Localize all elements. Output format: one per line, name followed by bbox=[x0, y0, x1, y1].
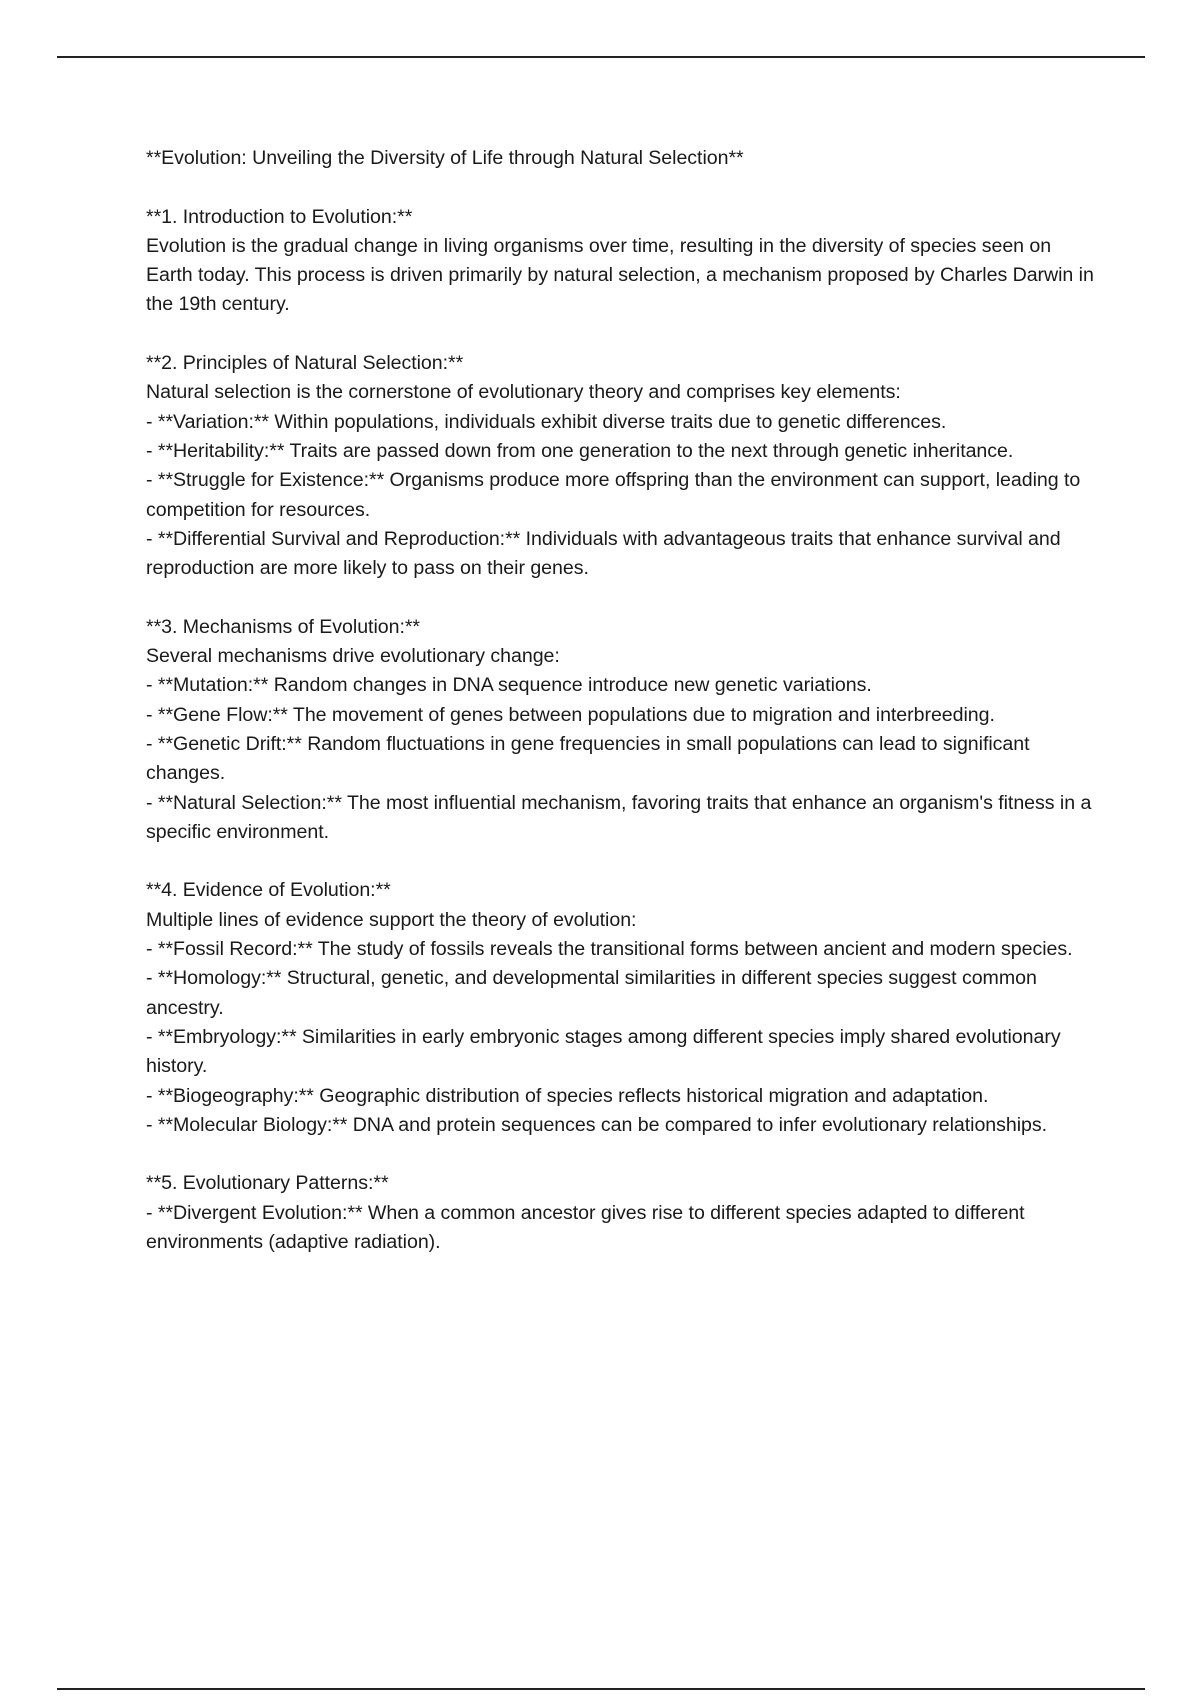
section-mechanisms bbox=[146, 613, 1096, 847]
list-item: - **Heritability:** Traits are passed down from one generation to the next through genetic inheritance. bbox=[146, 439, 1014, 462]
top-rule bbox=[57, 56, 1145, 58]
list-item: - **Mutation:** Random changes in DNA sequence introduce new genetic variations. bbox=[146, 674, 872, 697]
section-heading: **5. Evolutionary Patterns:** bbox=[146, 1172, 389, 1195]
section-heading: **4. Evidence of Evolution:** bbox=[146, 879, 391, 902]
section-heading: **1. Introduction to Evolution:** bbox=[146, 205, 413, 228]
section-heading: **3. Mechanisms of Evolution:** bbox=[146, 615, 420, 638]
list-item: - **Genetic Drift:** Random fluctuations in gene frequencies in small populations can lead to significant changes. bbox=[146, 732, 1030, 785]
document-body bbox=[146, 144, 1096, 1287]
list-item: - **Gene Flow:** The movement of genes between populations due to migration and interbreeding. bbox=[146, 703, 995, 726]
section-heading: **2. Principles of Natural Selection:** bbox=[146, 352, 464, 375]
paragraph: Natural selection is the cornerstone of evolutionary theory and comprises key elements: bbox=[146, 381, 901, 404]
section-principles bbox=[146, 349, 1096, 583]
section-introduction bbox=[146, 203, 1096, 320]
paragraph: Multiple lines of evidence support the theory of evolution: bbox=[146, 908, 637, 931]
section-evidence bbox=[146, 876, 1096, 1140]
list-item: - **Molecular Biology:** DNA and protein sequences can be compared to infer evolutionary relationships. bbox=[146, 1113, 1048, 1136]
list-item: - **Fossil Record:** The study of fossils reveals the transitional forms between ancient and modern species. bbox=[146, 938, 1073, 961]
list-item: - **Biogeography:** Geographic distribution of species reflects historical migration and adaptation. bbox=[146, 1084, 989, 1107]
list-item: - **Homology:** Structural, genetic, and developmental similarities in different species suggest common ancestry. bbox=[146, 967, 1037, 1019]
list-item: - **Struggle for Existence:** Organisms produce more offspring than the environment can support, leading to competition for resources. bbox=[146, 469, 1081, 521]
paragraph: Evolution is the gradual change in living organisms over time, resulting in the diversity of species seen on Earth today. This process is driven primarily by natural selection, a mechanism proposed by Charles Darwin in the 19th century. bbox=[146, 234, 1094, 316]
section-patterns bbox=[146, 1169, 1096, 1257]
list-item: - **Embryology:** Similarities in early embryonic stages among different species imply shared evolutionary history. bbox=[146, 1025, 1061, 1078]
list-item: - **Natural Selection:** The most influential mechanism, favoring traits that enhance an organism's fitness in a specific environment. bbox=[146, 791, 1092, 843]
bottom-rule bbox=[57, 1688, 1145, 1690]
document-title: **Evolution: Unveiling the Diversity of Life through Natural Selection** bbox=[146, 147, 744, 169]
list-item: - **Divergent Evolution:** When a common ancestor gives rise to different species adapted to different environments (adaptive radiation). bbox=[146, 1201, 1025, 1253]
list-item: - **Variation:** Within populations, individuals exhibit diverse traits due to genetic differences. bbox=[146, 410, 947, 433]
paragraph: Several mechanisms drive evolutionary change: bbox=[146, 645, 560, 668]
list-item: - **Differential Survival and Reproduction:** Individuals with advantageous traits that enhance survival and reproduction are more likely to pass on their genes. bbox=[146, 527, 1061, 580]
